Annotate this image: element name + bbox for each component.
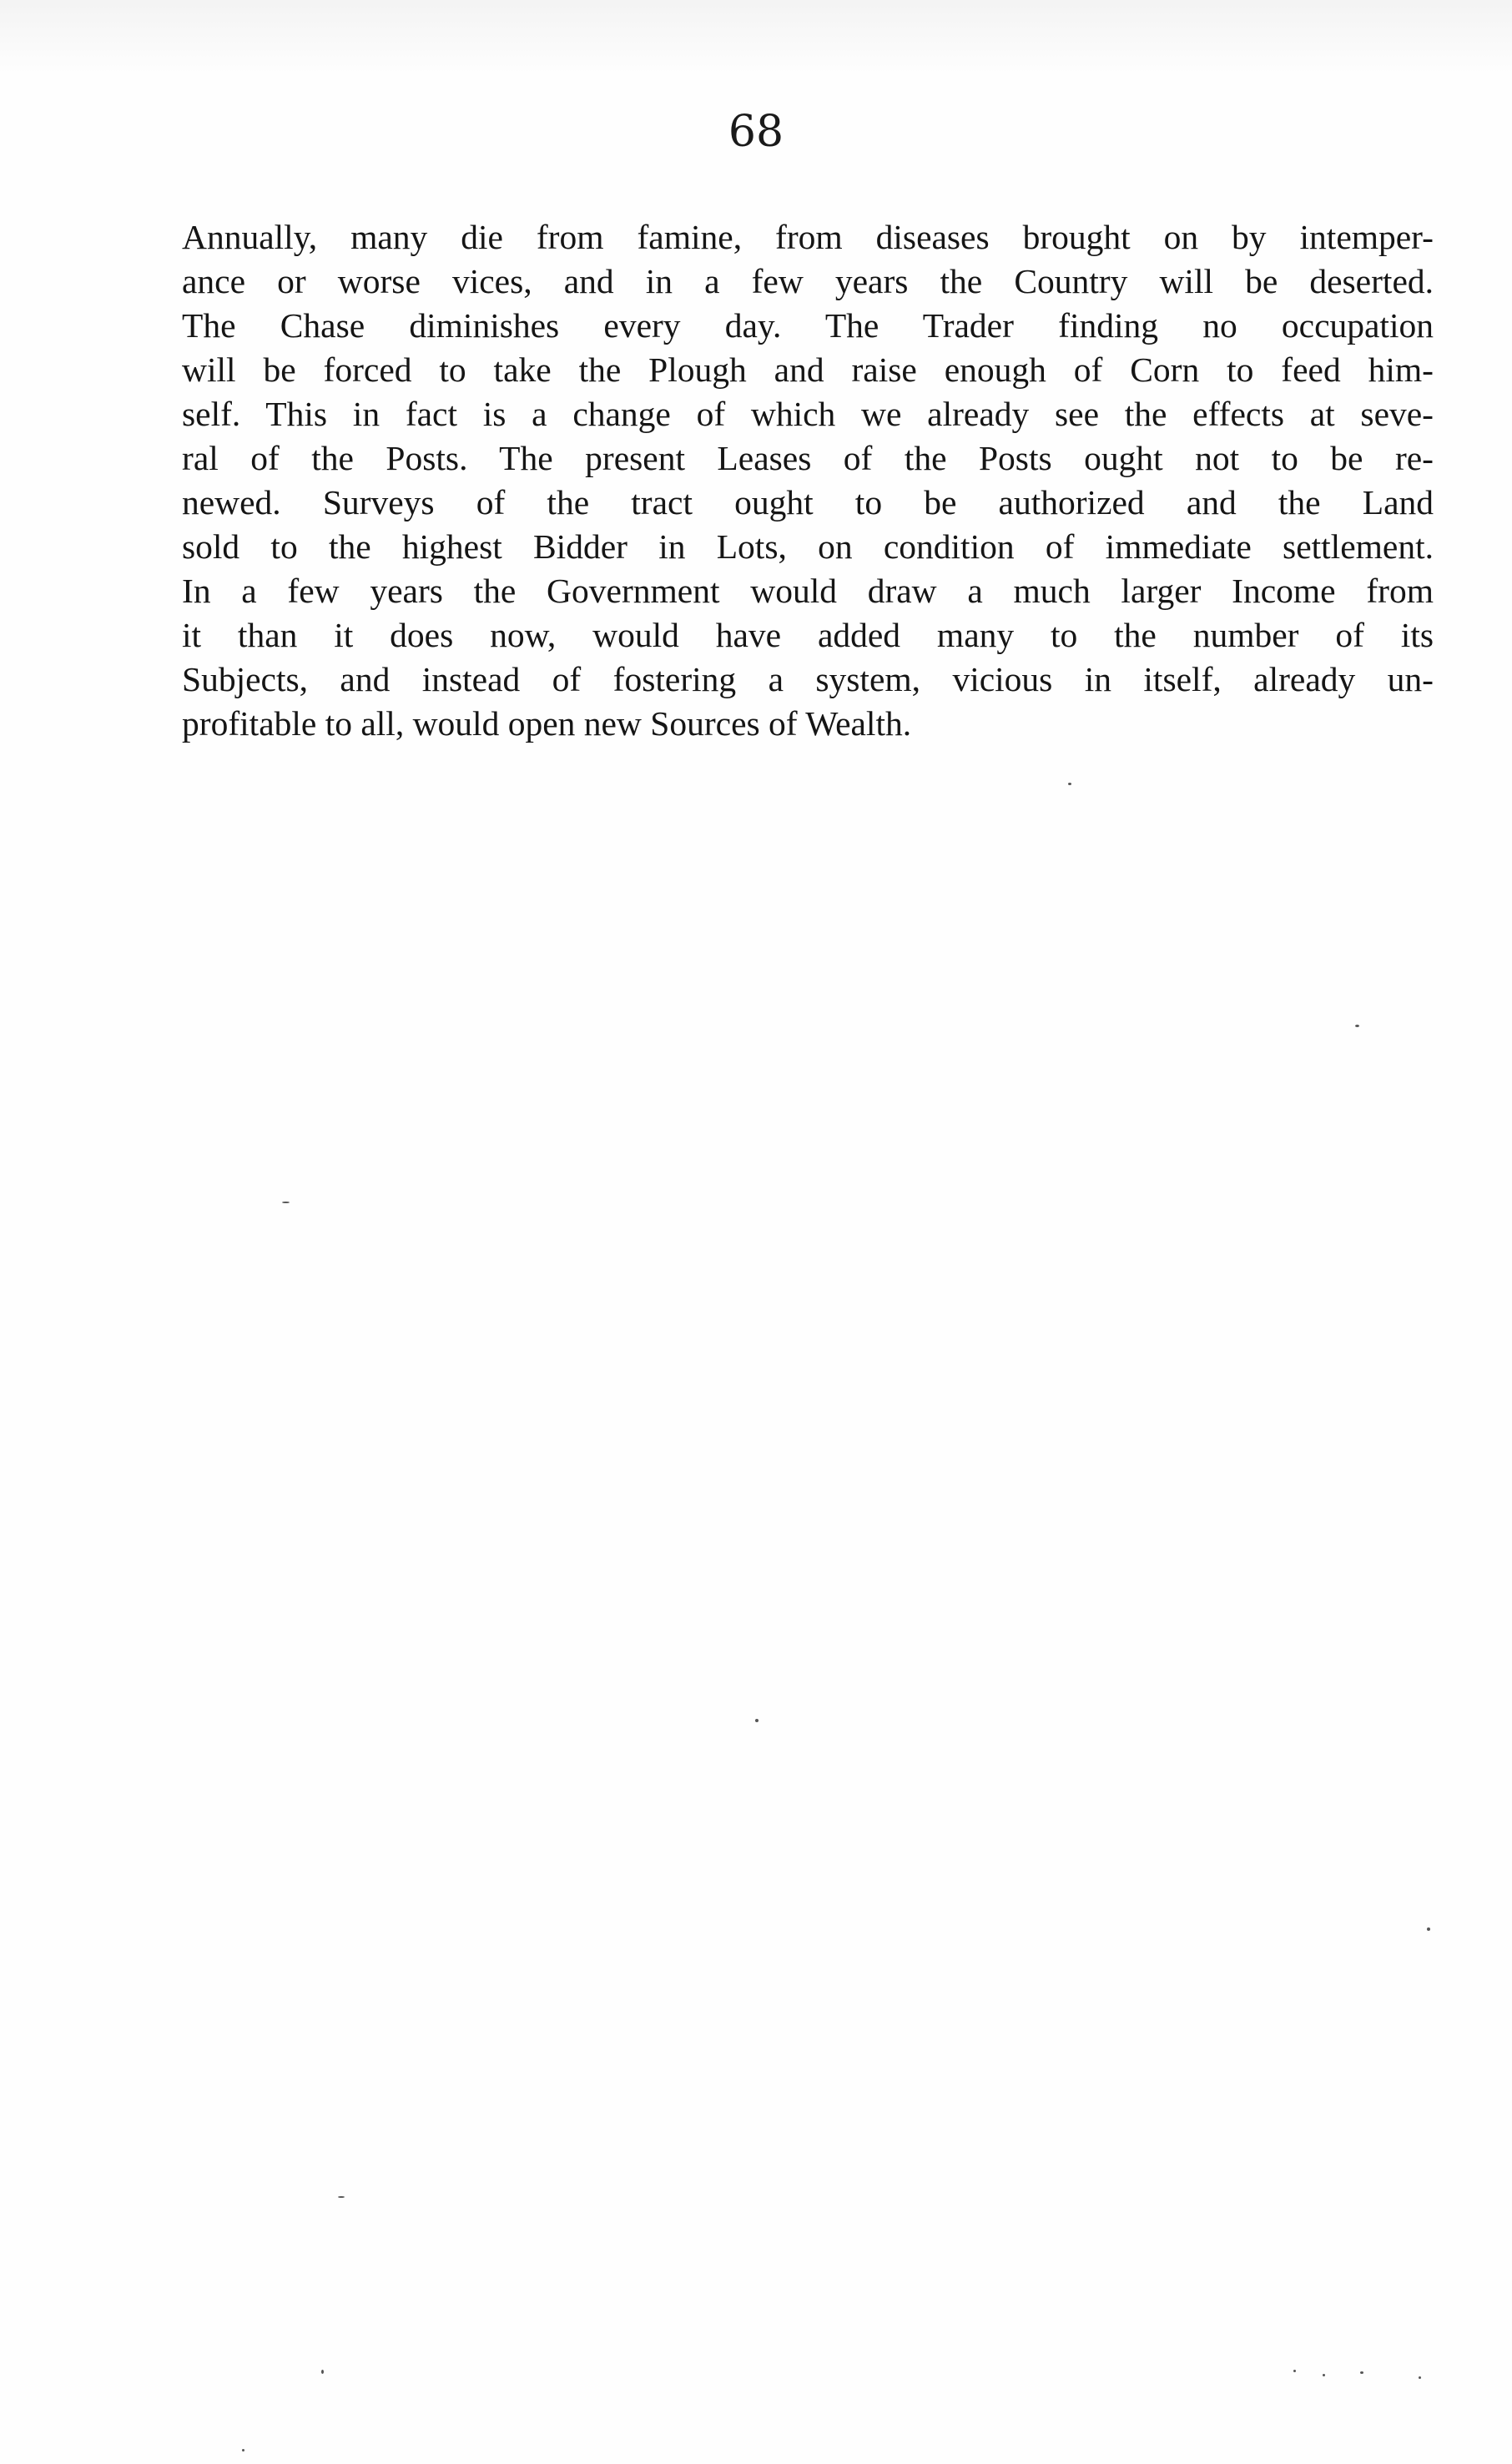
text-line: ance or worse vices, and in a few years the Country will be deserted.: [182, 262, 1434, 300]
scan-speck: [242, 2449, 244, 2451]
text-line: profitable to all, would open new Sources of Wealth.: [182, 704, 912, 743]
text-line: The Chase diminishes every day. The Trader finding no occupation: [182, 306, 1434, 345]
text-line: self. This in fact is a change of which we already see the effects at seve-: [182, 395, 1434, 433]
text-line: ral of the Posts. The present Leases of the Posts ought not to be re-: [182, 439, 1434, 477]
scan-speck: [1293, 2370, 1296, 2372]
scan-speck: [1355, 1025, 1359, 1027]
body-paragraph: [182, 215, 1434, 746]
text-line: will be forced to take the Plough and raise enough of Corn to feed him-: [182, 350, 1434, 389]
scan-speck: [755, 1719, 759, 1722]
page-number: 68: [728, 107, 784, 157]
scan-speck: [1427, 1927, 1430, 1931]
text-line: Subjects, and instead of fostering a system, vicious in itself, already un-: [182, 660, 1434, 698]
scan-speck: [1068, 783, 1071, 785]
scan-speck: [338, 2196, 345, 2198]
text-line: In a few years the Government would draw a much larger Income from: [182, 572, 1434, 610]
scan-speck: [282, 1202, 290, 1203]
scan-speck: [1323, 2374, 1325, 2376]
text-line: Annually, many die from famine, from diseases brought on by intemper-: [182, 218, 1434, 256]
scan-speck: [1360, 2371, 1363, 2374]
scan-edge-shading: [0, 0, 1512, 75]
scan-speck: [321, 2370, 324, 2374]
text-line: it than it does now, would have added many to the number of its: [182, 616, 1434, 654]
scan-speck: [1419, 2376, 1421, 2379]
text-line: sold to the highest Bidder in Lots, on condition of immediate settlement.: [182, 527, 1434, 566]
text-line: newed. Surveys of the tract ought to be authorized and the Land: [182, 483, 1434, 522]
